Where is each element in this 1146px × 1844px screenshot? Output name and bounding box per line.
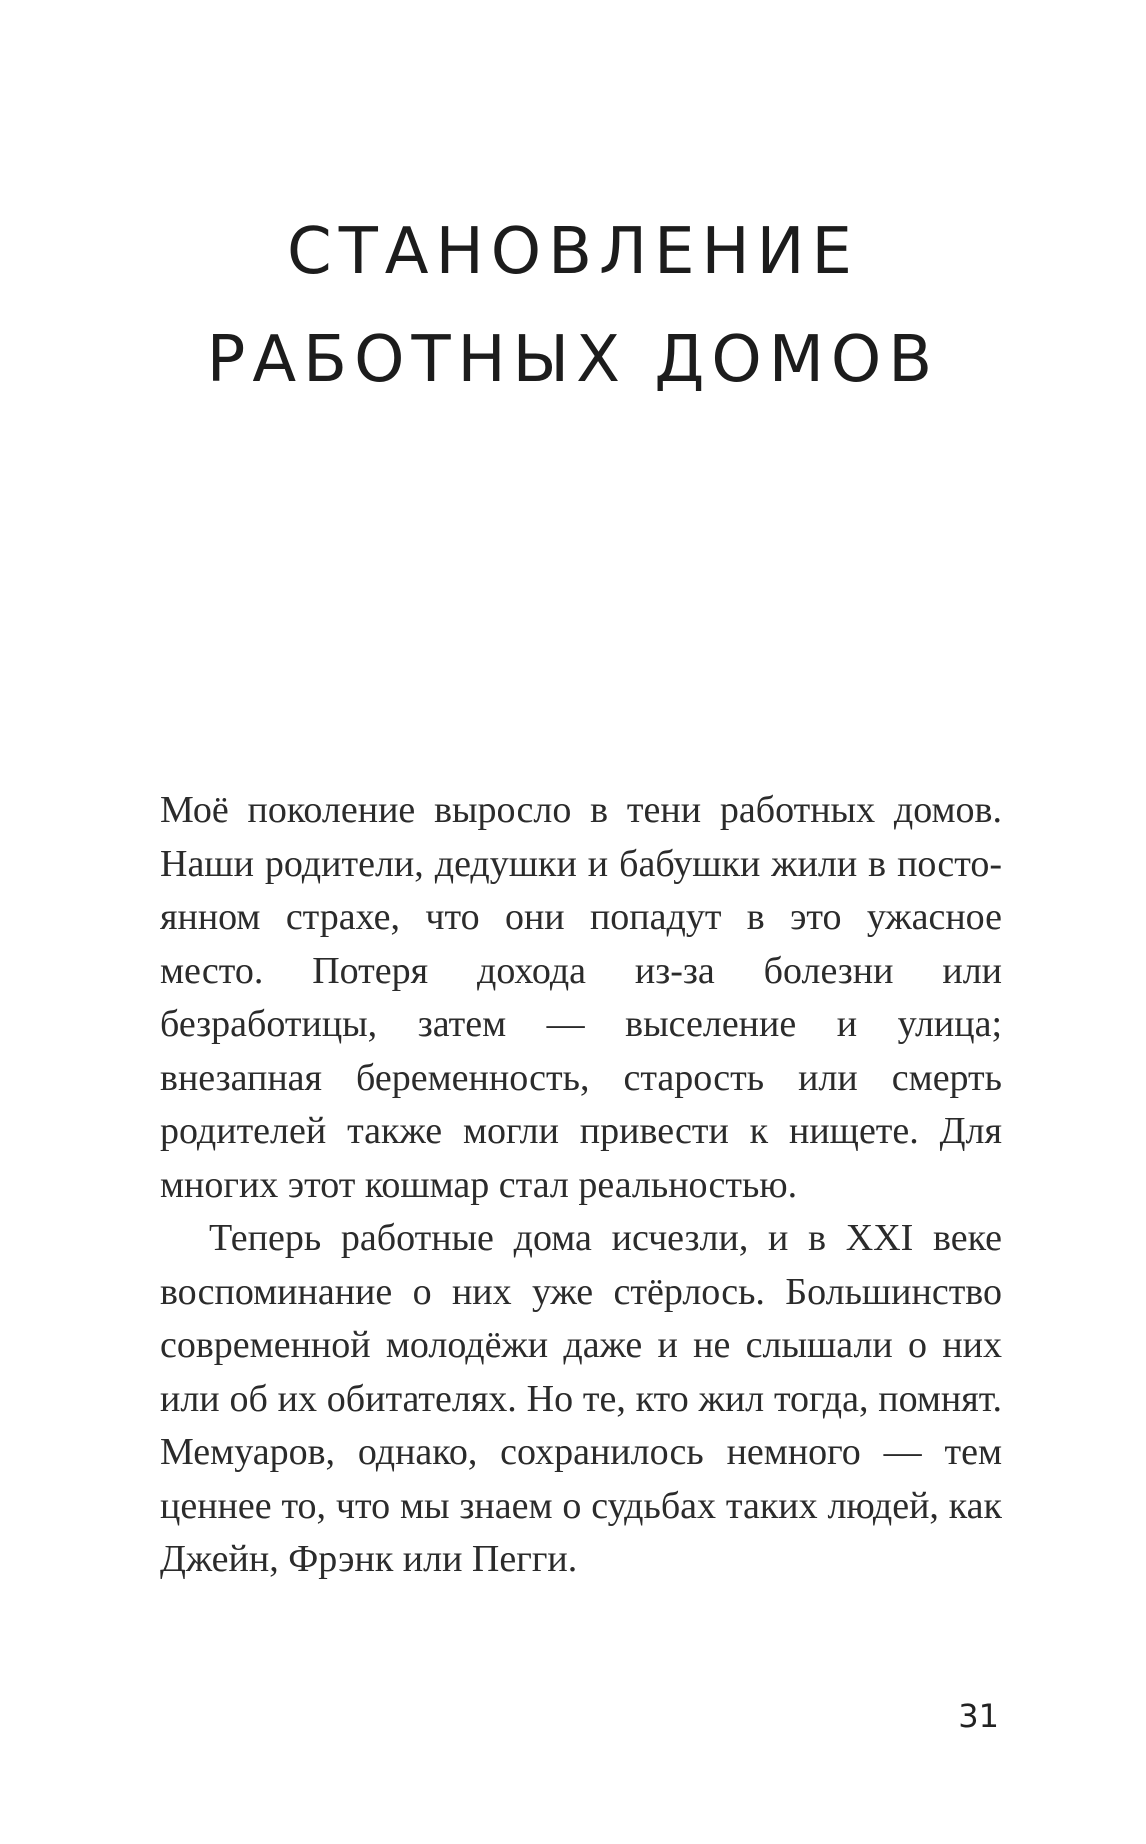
chapter-title-line-1: СТАНОВЛЕНИЕ <box>287 215 859 289</box>
paragraph-2: Теперь работные дома исчезли, и в XXI веке воспоминание о них уже стёрлось. Большинство современной молодёжи даже и не слышали о них или об их обитателях. Но те, кто жил тогда, помнят. Мемуаров, однако, сохранилось немного — тем ценнее то, что мы знаем о судьбах таких людей, как Джейн, Фрэнк или Пегги. <box>160 1217 1002 1580</box>
body-text <box>160 784 1002 1587</box>
chapter-title <box>0 198 1146 414</box>
page-number: 31 <box>958 1697 999 1735</box>
paragraph-1: Моё поколение выросло в тени работных домов. Наши родители, дедушки и бабушки жили в постоянном страхе, что они попадут в это ужасное место. Потеря дохода из-за болезни или безработицы, затем — выселение и улица; внезапная беременность, старость или смерть родителей также могли привести к нищете. Для многих этот кошмар стал реальностью. <box>160 789 1002 1206</box>
chapter-title-line-2: РАБОТНЫХ ДОМОВ <box>206 323 940 397</box>
